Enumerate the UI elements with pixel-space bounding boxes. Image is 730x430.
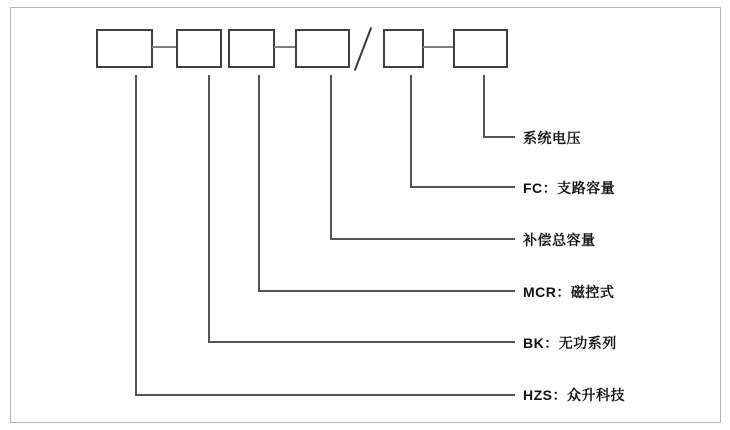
- code-box-3: [228, 29, 275, 68]
- label-system-voltage: 系统电压: [523, 130, 581, 146]
- label-mcr-magnetic-control-type: MCR：磁控式: [523, 284, 615, 300]
- label-hzs-brand: HZS：众升科技: [523, 387, 625, 403]
- code-box-1: [96, 29, 153, 68]
- connector-box1-box2: [152, 46, 176, 48]
- label-fc-branch-capacity: FC：支路容量: [523, 180, 616, 196]
- label-compensation-total-capacity: 补偿总容量: [523, 232, 596, 248]
- label-bk-reactive-series: BK：无功系列: [523, 335, 617, 351]
- connector-box3-box4: [274, 46, 295, 48]
- connector-box5-box6: [423, 46, 453, 48]
- code-box-5: [383, 29, 424, 68]
- code-box-2: [176, 29, 222, 68]
- code-box-4: [295, 29, 350, 68]
- code-box-6: [453, 29, 508, 68]
- leader-line-box1: [135, 75, 515, 396]
